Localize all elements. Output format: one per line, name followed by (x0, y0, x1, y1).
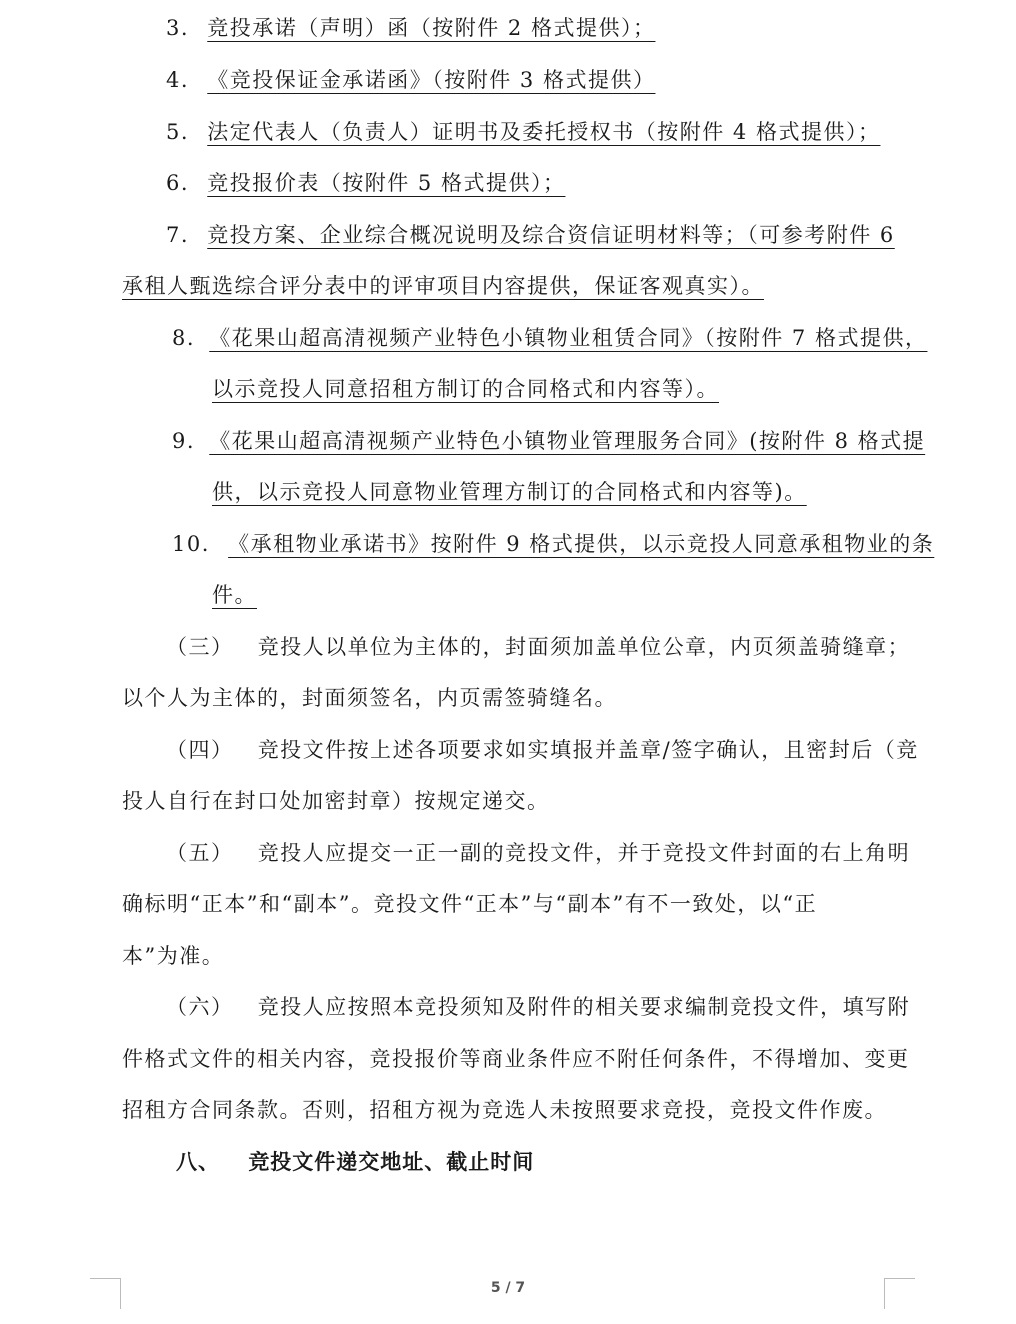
section-heading (176, 1147, 534, 1177)
item-number: 7. (166, 223, 190, 247)
paragraph-continuation (122, 941, 224, 971)
list-item (166, 13, 655, 43)
paragraph (166, 992, 910, 1022)
item-text: 竞投方案、企业综合概况说明及综合资信证明材料等；（可参考附件 6 (207, 223, 895, 247)
paragraph-text: 竞投文件按上述各项要求如实填报并盖章/签字确认，且密封后（竞 (257, 738, 919, 762)
paragraph-continuation (122, 1044, 910, 1074)
item-text: 承租人甄选综合评分表中的评审项目内容提供，保证客观真实）。 (122, 274, 764, 298)
item-number: 4. (166, 68, 190, 92)
list-item (172, 426, 925, 456)
item-number: 9. (172, 429, 196, 453)
list-item-continuation (122, 271, 764, 301)
list-item (172, 529, 934, 559)
section-number: 八、 (176, 1150, 220, 1174)
item-text: 竞投报价表（按附件 5 格式提供）； (207, 171, 566, 195)
item-text: 供，以示竞投人同意物业管理方制订的合同格式和内容等)。 (212, 480, 807, 504)
paragraph-continuation (122, 889, 817, 919)
paragraph-continuation (122, 786, 550, 816)
item-text: 以示竞投人同意招租方制订的合同格式和内容等）。 (212, 377, 719, 401)
section-title: 竞投文件递交地址、截止时间 (248, 1150, 535, 1174)
paragraph-label: （三） (166, 635, 234, 659)
paragraph-text: 竞投人应提交一正一副的竞投文件，并于竞投文件封面的右上角明 (257, 841, 911, 865)
item-text: 《花果山超高清视频产业特色小镇物业管理服务合同》(按附件 8 格式提 (209, 429, 926, 453)
paragraph (166, 735, 919, 765)
item-text: 《承租物业承诺书》按附件 9 格式提供，以示竞投人同意承租物业的条 (228, 532, 935, 556)
paragraph-continuation (122, 683, 617, 713)
item-text: 《花果山超高清视频产业特色小镇物业租赁合同》（按附件 7 格式提供， (209, 326, 928, 350)
list-item (166, 65, 655, 95)
list-item (166, 117, 880, 147)
list-item (172, 323, 927, 353)
paragraph-text: 招租方合同条款。否则，招租方视为竞选人未按照要求竞投，竞投文件作废。 (122, 1098, 887, 1122)
paragraph-text: 本”为准。 (122, 944, 225, 968)
item-text: 竞投承诺（声明）函（按附件 2 格式提供）； (207, 16, 656, 40)
item-number: 3. (166, 16, 190, 40)
paragraph (166, 838, 910, 868)
paragraph-continuation (122, 1095, 887, 1125)
paragraph-label: （六） (166, 995, 234, 1019)
paragraph-text: 确标明“正本”和“副本”。竞投文件“正本”与“副本”有不一致处，以“正 (122, 892, 818, 916)
paragraph-label: （五） (166, 841, 234, 865)
page-number: 5 / 7 (490, 1280, 526, 1296)
item-number: 8. (172, 326, 196, 350)
paragraph-text: 投人自行在封口处加密封章）按规定递交。 (122, 789, 550, 813)
paragraph-text: 竞投人应按照本竞投须知及附件的相关要求编制竞投文件，填写附 (257, 995, 911, 1019)
list-item (166, 220, 895, 250)
paragraph-text: 竞投人以单位为主体的，封面须加盖单位公章，内页须盖骑缝章； (257, 635, 911, 659)
item-text: 件。 (212, 583, 257, 607)
item-text: 法定代表人（负责人）证明书及委托授权书（按附件 4 格式提供）； (207, 120, 881, 144)
list-item (166, 168, 565, 198)
item-number: 6. (166, 171, 190, 195)
paragraph-text: 件格式文件的相关内容，竞投报价等商业条件应不附任何条件，不得增加、变更 (122, 1047, 910, 1071)
item-number: 5. (166, 120, 190, 144)
paragraph-label: （四） (166, 738, 234, 762)
list-item-continuation (212, 580, 257, 610)
paragraph (166, 632, 910, 662)
item-number: 10. (172, 532, 210, 556)
list-item-continuation (212, 477, 807, 507)
list-item-continuation (212, 374, 719, 404)
paragraph-text: 以个人为主体的，封面须签名，内页需签骑缝名。 (122, 686, 617, 710)
item-text: 《竞投保证金承诺函》（按附件 3 格式提供） (207, 68, 656, 92)
